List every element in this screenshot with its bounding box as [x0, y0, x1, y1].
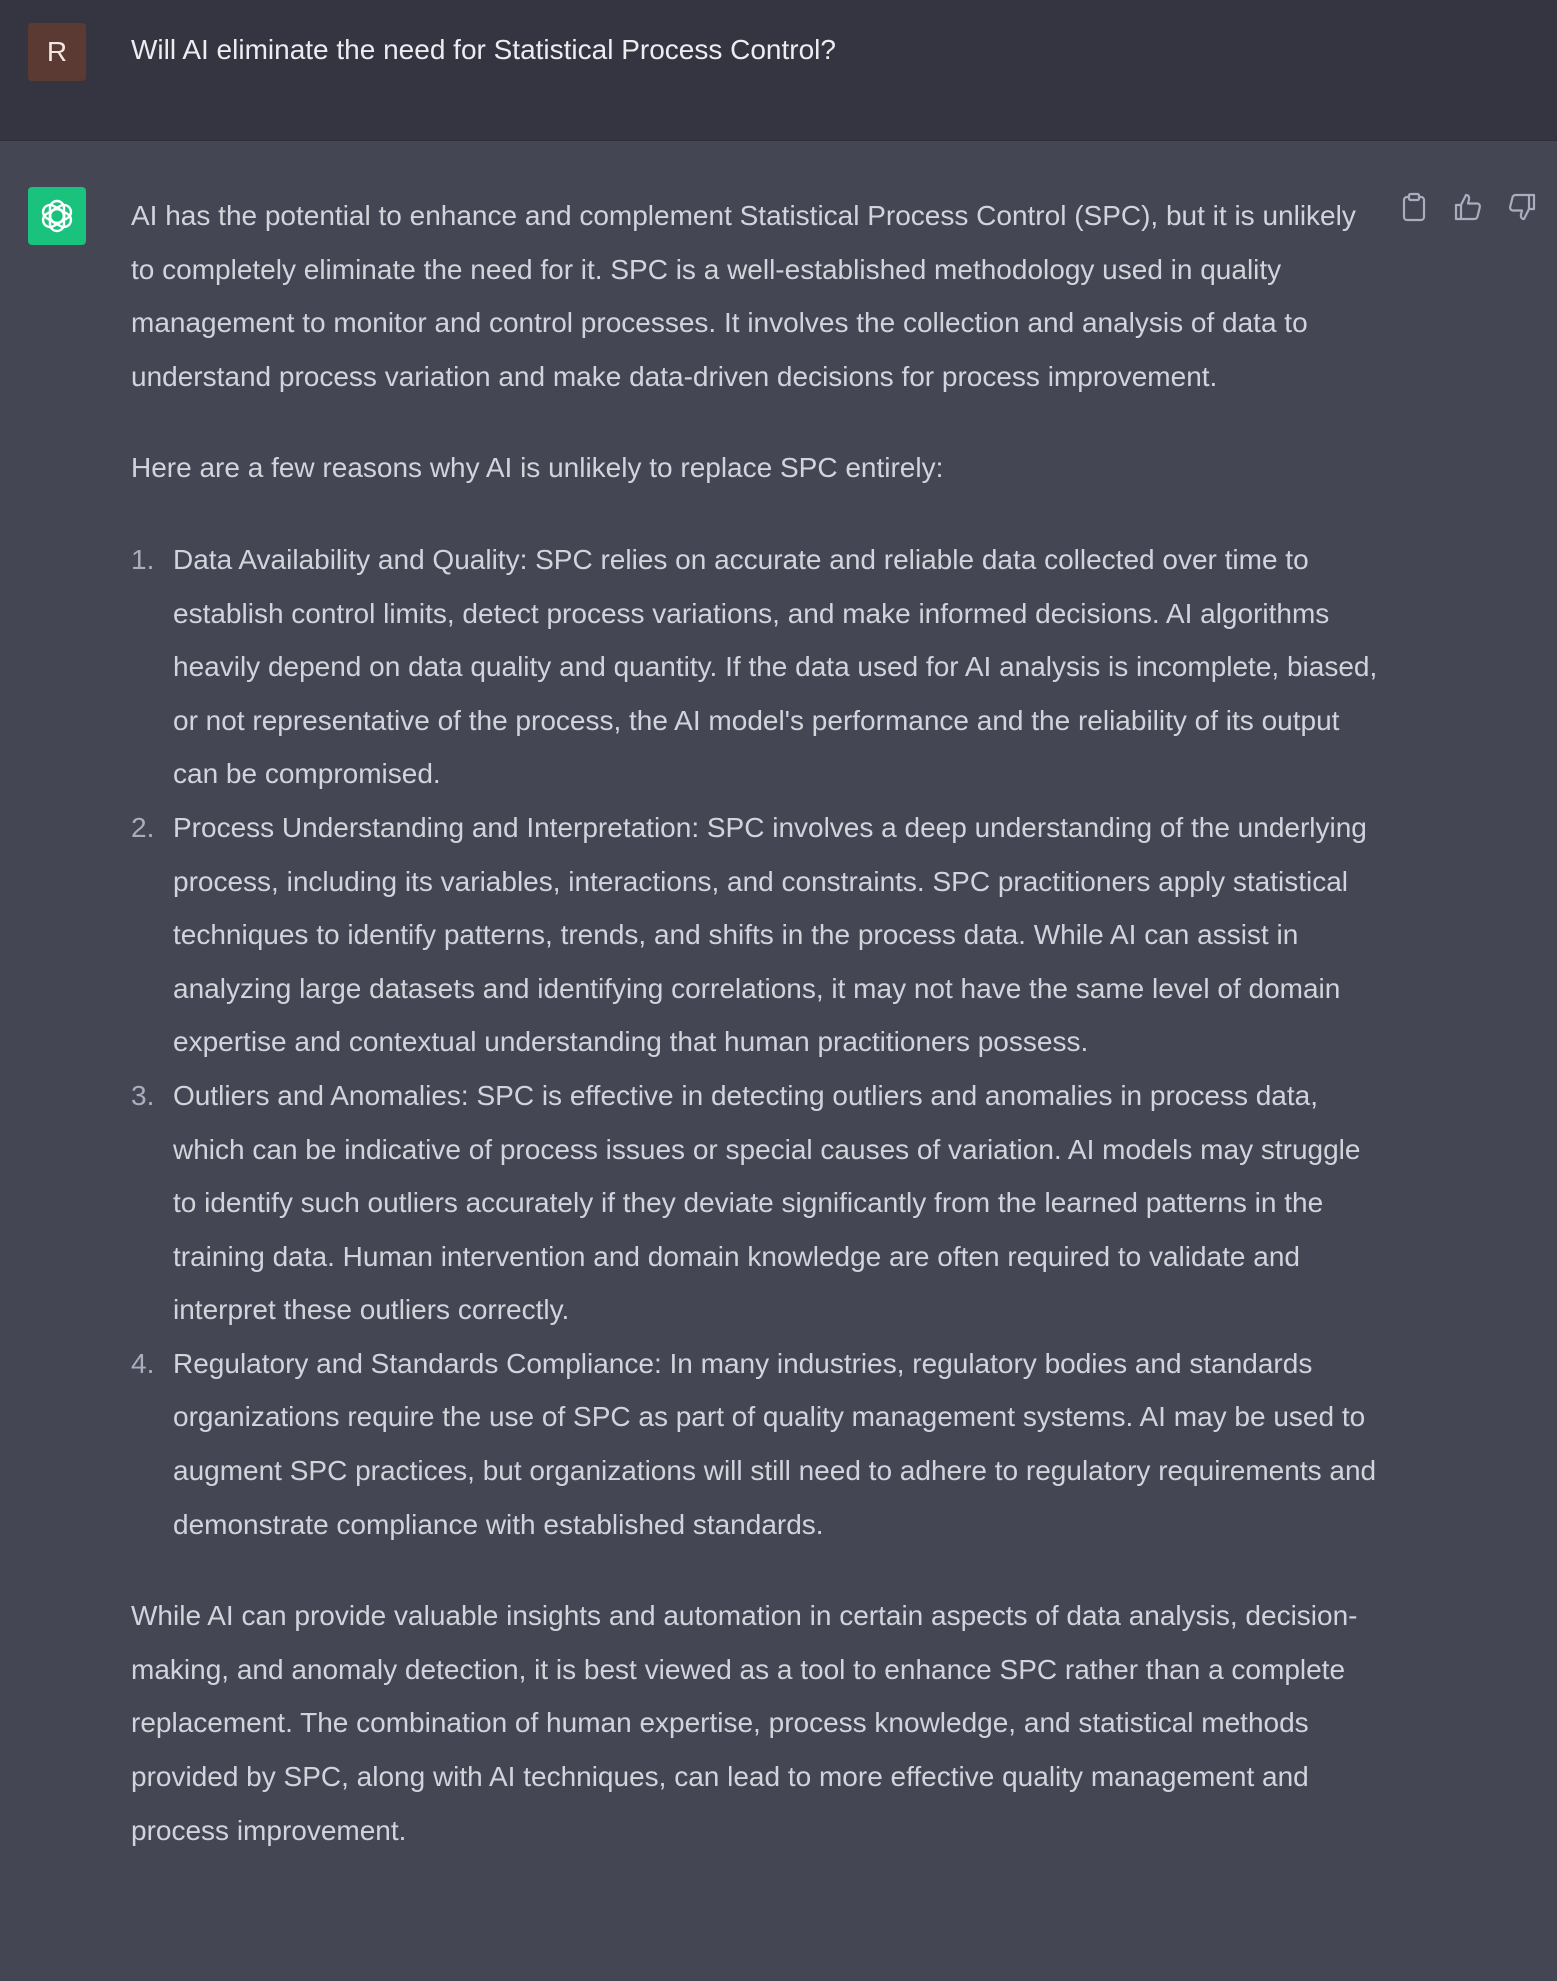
thumbs-down-button[interactable] [1506, 191, 1538, 223]
copy-button[interactable] [1398, 191, 1430, 223]
list-item-text: Data Availability and Quality: SPC relies on accurate and reliable data collected over time to establish control limits, detect process variations, and make informed decisions. AI algorithms heavily depend on data quality and quantity. If the data used for AI analysis is incomplete, biased, or not representative of the process, the AI model's performance and the reliability of its output can be compromised. [173, 543, 1378, 790]
list-item-number: 1. [131, 543, 155, 575]
intro-paragraph: AI has the potential to enhance and complement Statistical Process Control (SPC), but it is unlikely to completely eliminate the need for it. SPC is a well-established methodology used in quality management to monitor and control processes. It involves the collection and analysis of data to understand process variation and make data-driven decisions for process improvement. [131, 200, 1356, 392]
openai-logo-icon [37, 196, 77, 236]
message-actions [1398, 191, 1538, 223]
lead-paragraph: Here are a few reasons why AI is unlikely to replace SPC entirely: [131, 452, 944, 484]
user-message-text: Will AI eliminate the need for Statistical Process Control? [131, 34, 836, 65]
user-avatar-letter: R [46, 36, 68, 67]
assistant-message-row [0, 141, 1557, 1981]
list-item-number: 3. [131, 1079, 155, 1111]
list-item-number: 4. [131, 1347, 155, 1379]
list-item [131, 533, 1386, 801]
conclusion-paragraph: While AI can provide valuable insights and automation in certain aspects of data analysis, decision-making, and anomaly detection, it is best viewed as a tool to enhance SPC rather than a complete replacement. The combination of human expertise, process knowledge, and statistical methods provided by SPC, along with AI techniques, can lead to more effective quality management and process improvement. [131, 1600, 1358, 1846]
thumbs-up-icon [1453, 192, 1483, 222]
list-item-text: Process Understanding and Interpretation: SPC involves a deep understanding of the underlying process, including its variables, interactions, and constraints. SPC practitioners apply statistical techniques to identify patterns, trends, and shifts in the process data. While AI can assist in analyzing large datasets and identifying correlations, it may not have the same level of domain expertise and contextual understanding that human practitioners possess. [173, 811, 1367, 1058]
list-item [131, 801, 1386, 1069]
assistant-avatar [28, 187, 86, 245]
list-item [131, 1069, 1386, 1337]
user-message-row [0, 0, 1557, 141]
thumbs-up-button[interactable] [1452, 191, 1484, 223]
copy-icon [1401, 192, 1427, 222]
user-avatar [28, 23, 86, 81]
list-item [131, 1337, 1386, 1551]
thumbs-down-icon [1507, 192, 1537, 222]
list-item-number: 2. [131, 811, 155, 843]
assistant-message-content [131, 189, 1386, 1857]
list-item-text: Outliers and Anomalies: SPC is effective in detecting outliers and anomalies in process data, which can be indicative of process issues or special causes of variation. AI models may struggle to identify such outliers accurately if they deviate significantly from the learned patterns in the training data. Human intervention and domain knowledge are often required to validate and interpret these outliers correctly. [173, 1079, 1361, 1326]
reasons-list [131, 533, 1386, 1551]
list-item-text: Regulatory and Standards Compliance: In many industries, regulatory bodies and standards organizations require the use of SPC as part of quality management systems. AI may be used to augment SPC practices, but organizations will still need to adhere to regulatory requirements and demonstrate compliance with established standards. [173, 1347, 1377, 1540]
